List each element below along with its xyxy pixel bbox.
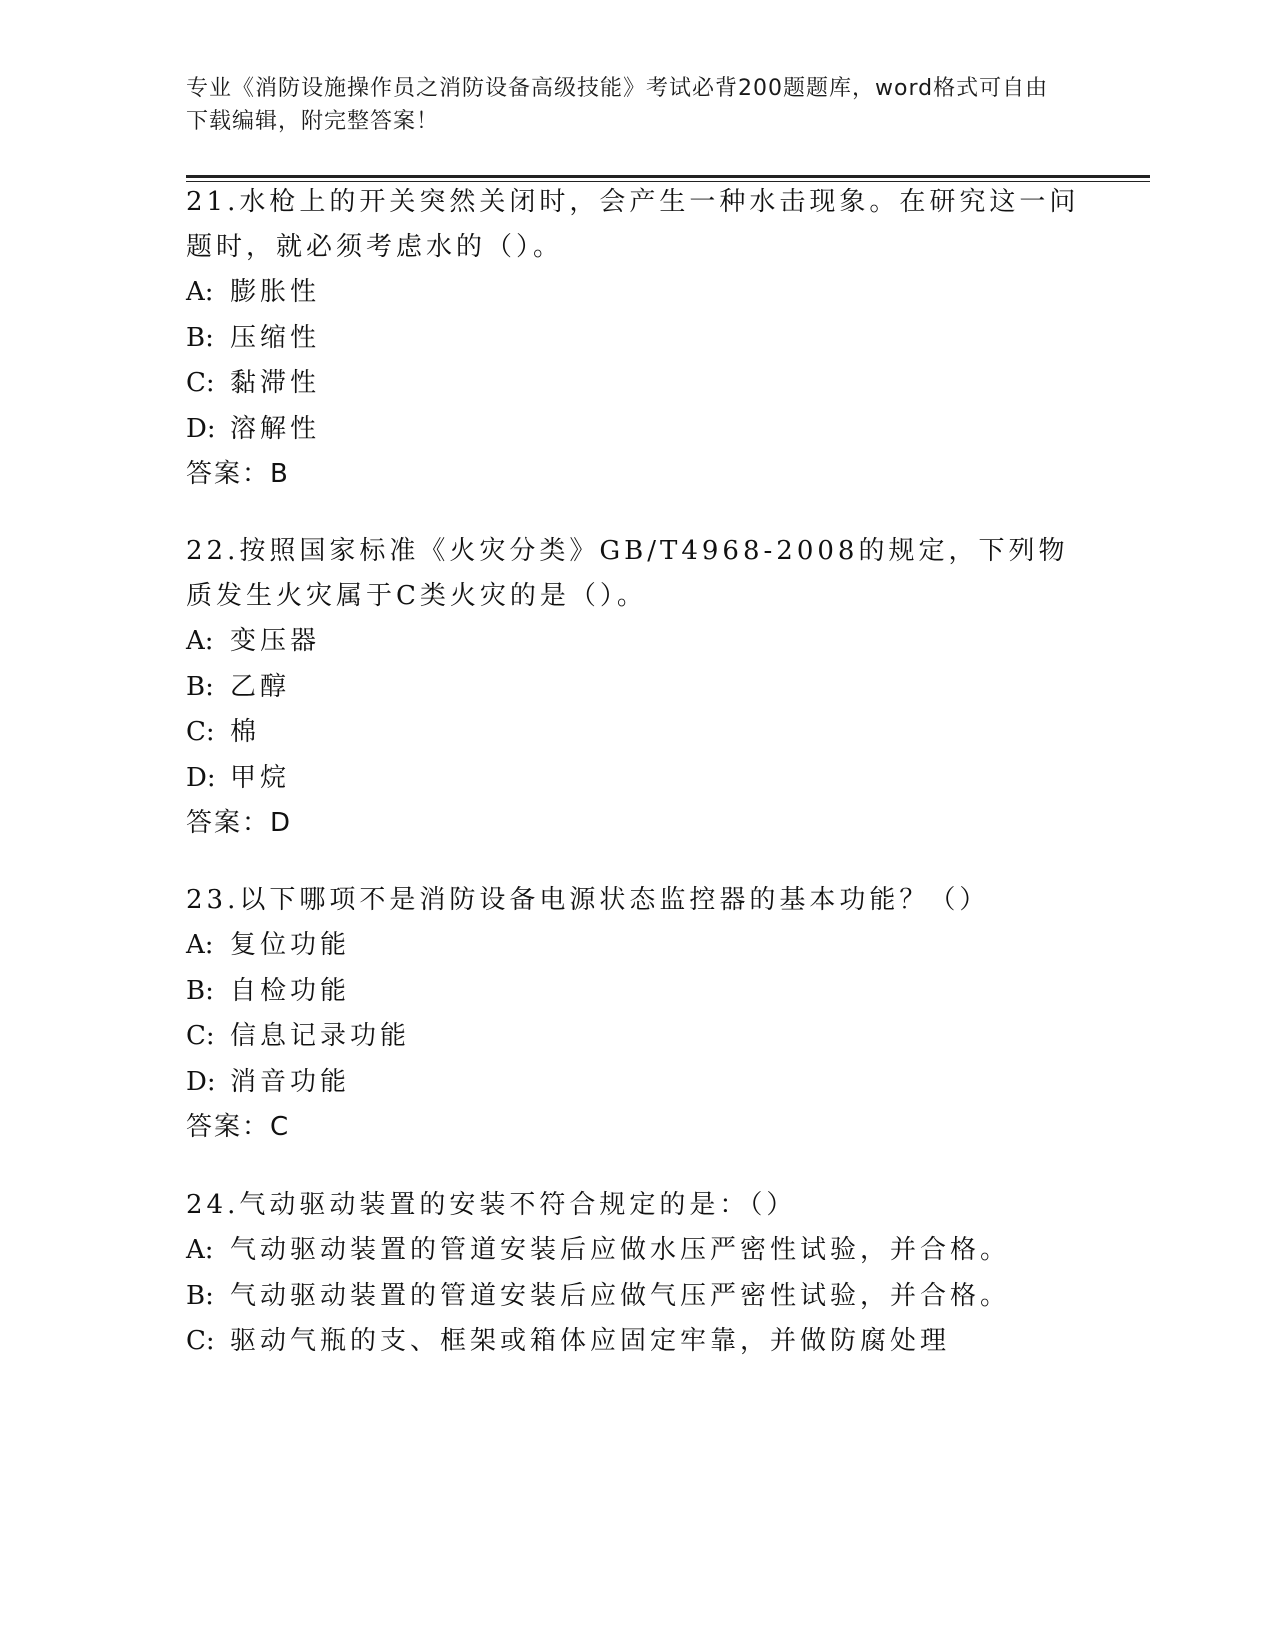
option-d: D: 甲烷 (186, 762, 291, 793)
option-d: D: 消音功能 (186, 1066, 351, 1097)
option-a: A: 变压器 (186, 626, 321, 656)
option-d: D: 溶解性 (186, 413, 321, 444)
option-b: B: 气动驱动装置的管道安装后应做气压严密性试验，并合格。 (186, 1280, 1011, 1311)
question-stem: 23.以下哪项不是消防设备电源状态监控器的基本功能？（） (186, 885, 990, 915)
option-c: C: 棉 (186, 717, 261, 747)
question-23 (186, 878, 1086, 1150)
question-22 (186, 529, 1086, 846)
option-b: B: 乙醇 (186, 671, 291, 702)
option-c: C: 驱动气瓶的支、框架或箱体应固定牢靠，并做防腐处理 (186, 1326, 951, 1356)
question-stem: 24.气动驱动装置的安装不符合规定的是：（） (186, 1190, 797, 1220)
option-c: C: 黏滞性 (186, 368, 321, 398)
answer: 答案：D (186, 808, 293, 838)
document-intro: 专业《消防设施操作员之消防设备高级技能》考试必背200题题库，word格式可自由下载编辑，附完整答案！ (186, 76, 1049, 134)
question-24 (186, 1183, 1086, 1365)
option-c: C: 信息记录功能 (186, 1021, 411, 1051)
option-b: B: 压缩性 (186, 322, 321, 353)
option-a: A: 复位功能 (186, 930, 351, 960)
question-21 (186, 180, 1086, 497)
divider-thick (186, 175, 1150, 178)
question-stem: 21.水枪上的开关突然关闭时，会产生一种水击现象。在研究这一问题时，就必须考虑水的（）。 (186, 187, 1080, 262)
option-b: B: 自检功能 (186, 975, 351, 1006)
option-a: A: 膨胀性 (186, 277, 321, 307)
option-a: A: 气动驱动装置的管道安装后应做水压严密性试验，并合格。 (186, 1235, 1011, 1265)
answer: 答案：B (186, 459, 290, 489)
answer: 答案：C (186, 1112, 291, 1142)
question-stem: 22.按照国家标准《火灾分类》GB/T4968-2008的规定，下列物质发生火灾属于C类火灾的是（）。 (186, 536, 1069, 611)
